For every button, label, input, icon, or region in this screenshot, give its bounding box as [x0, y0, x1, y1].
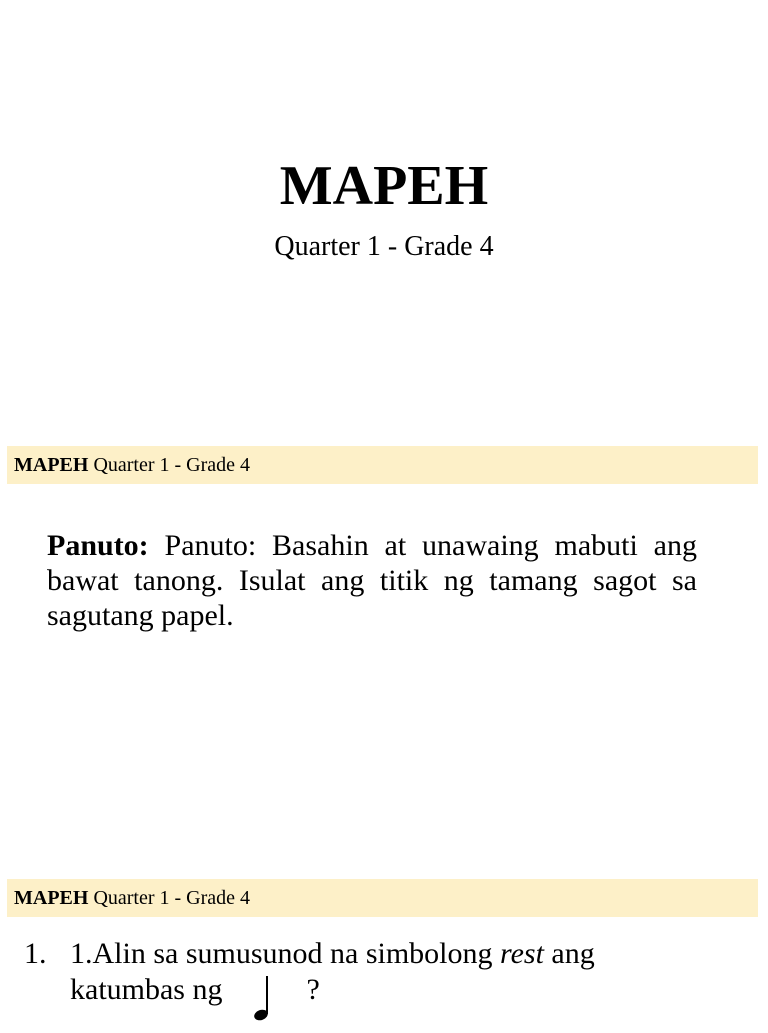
slide-header-banner: [7, 879, 758, 917]
document-subtitle: Quarter 1 - Grade 4: [274, 231, 494, 262]
slide-header-banner: [7, 446, 758, 484]
instructions-label: Panuto:: [47, 529, 149, 562]
instructions-paragraph: [47, 528, 697, 633]
instructions-text: Panuto: Basahin at unawaing mabuti ang bawat tanong. Isulat ang titik ng tamang sagot sa sagutang papel.: [47, 529, 697, 632]
question-line-2: [70, 972, 320, 1024]
question-number: 1.: [24, 937, 47, 970]
banner-quarter-grade: Quarter 1 - Grade 4: [88, 887, 251, 909]
quarter-note-icon: [250, 974, 280, 1024]
banner-quarter-grade: Quarter 1 - Grade 4: [88, 454, 251, 476]
banner-subject: MAPEH: [14, 454, 89, 476]
question-text: 1.Alin sa sumusunod na simbolong: [70, 937, 501, 970]
question-line-1: [70, 936, 595, 972]
banner-subject: MAPEH: [14, 887, 89, 909]
question-emphasis: rest: [500, 937, 544, 970]
document-title: MAPEH: [279, 155, 489, 217]
question-text-continued: katumbas ng: [70, 973, 223, 1006]
question-text-end: ang: [543, 937, 595, 970]
question-mark: ?: [306, 973, 320, 1006]
